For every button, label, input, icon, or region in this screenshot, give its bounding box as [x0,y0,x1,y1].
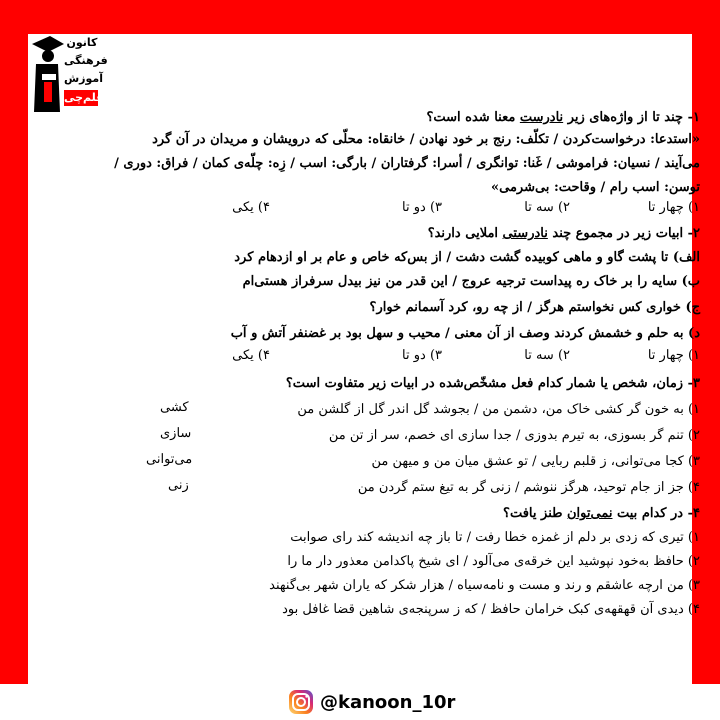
q1-line-2: می‌آیند / نسیان: فراموشی / غَنا: توانگری / أسرا: گرفتاران / بارگی: اسب / زِه: چلّه‌ی کمان / فراق: دوری / [114,156,700,171]
q1-option-3[interactable]: ۳) دو تا [402,200,442,215]
q2-verse-a: الف) تا پشت گاو و ماهی کوبیده گشت دشت / از بس‌که خاص و عام بر او ازدهام کرد [234,250,700,265]
q4-option-1[interactable]: ۱) تیری که زدی بر دلم از غمزه خطا رفت / تا باز چه اندیشه کند رای صوابت [290,530,700,545]
graduate-figure-icon [28,34,64,112]
q4-option-4[interactable]: ۴) دیدی آن قهقهه‌ی کبک خرامان حافظ / که ز سرپنجه‌ی شاهین قضا غافل بود [282,602,700,617]
q3-option-1-word: کشی [160,400,189,415]
question-sheet [28,34,700,684]
q2-option-3[interactable]: ۳) دو تا [402,348,442,363]
logo-line-2: فرهنگی [64,54,108,67]
q3-option-4[interactable]: ۴) جز از جام توحید، هرگز ننوشم / زنی گر به تیغ ستم گردن من [357,480,700,495]
q4-option-2[interactable]: ۲) حافظ به‌خود نپوشید این خرقه‌ی می‌آلود / ای شیخ پاکدامن معذور دار ما را [287,554,700,569]
q3-option-3-word: می‌توانی [146,452,193,467]
q2-option-2[interactable]: ۲) سه تا [524,348,570,363]
instagram-handle[interactable] [288,688,455,716]
instagram-icon [288,689,314,715]
q3-option-3[interactable]: ۳) کجا می‌توانی، ز قلبم ربایی / تو عشق میان من و میهن من [371,454,700,469]
q1-line-3: توسن: اسب رام / وقاحت: بی‌شرمی» [490,180,700,195]
logo-line-1: کانون [66,36,98,49]
q1-title: ۱- چند تا از واژه‌های زیر نادرست معنا شده است؟ [426,110,700,125]
q4-title: ۴- در کدام بیت نمی‌توان طنز یافت؟ [503,506,700,521]
logo-line-4: قلم‌چی [64,91,104,104]
q4-option-3[interactable]: ۳) من ارچه عاشقم و رند و مست و نامه‌سیاه / هزار شکر که یاران شهر بی‌گنهند [269,578,700,593]
q2-option-4[interactable]: ۴) یکی [232,348,270,363]
q4-title-underlined: نمی‌توان [567,506,613,521]
q2-verse-c: ج) خواری کس نخواستم هرگز / از چه رو، کرد آسمانم خوار؟ [369,300,700,315]
q3-option-2-word: سازی [160,426,192,441]
q1-option-2[interactable]: ۲) سه تا [524,200,570,215]
questions [64,102,710,682]
q1-options [180,200,700,220]
q2-option-1[interactable]: ۱) چهار تا [647,348,700,363]
q2-verse-d: د) به حلم و خشمش کردند وصف از آن معنی / محیب و سهل بود بر غضنفر آتش و آب [230,326,700,341]
q2-options [180,348,700,368]
q1-line-1: «استدعا: درخواست‌کردن / تکلّف: رنج بر خود نهادن / خانقاه: محلّی که درویشان و مریدان در آن گرد [152,132,700,147]
logo-line-3: آموزش [64,72,103,85]
q2-title: ۲- ابیات زیر در مجموع چند نادرستی املایی دارند؟ [427,226,700,241]
q3-option-4-word: زنی [168,478,189,493]
q1-option-4[interactable]: ۴) یکی [232,200,270,215]
handle-text: @kanoon_10r [320,691,456,713]
q3-option-1[interactable]: ۱) به خون گر کشی خاک من، دشمن من / بجوشد گل اندر گل از گلشن من [297,402,700,417]
q2-title-underlined: نادرستی [502,226,548,241]
q1-title-underlined: نادرست [519,110,564,125]
q1-option-1[interactable]: ۱) چهار تا [647,200,700,215]
q3-title: ۳- زمان، شخص یا شمار کدام فعل مشخّص‌شده در ابیات زیر متفاوت است؟ [285,376,700,391]
footer [0,684,720,720]
q2-verse-b: ب) سایه را بر خاک ره پیداست ترجیه عروج / این قدر من نیز بیدل سرفراز هستی‌ام [242,274,700,289]
q3-option-2[interactable]: ۲) تنم گر بسوزی، به تیرم بدوزی / جدا سازی ای خصم، سر از تن من [328,428,700,443]
